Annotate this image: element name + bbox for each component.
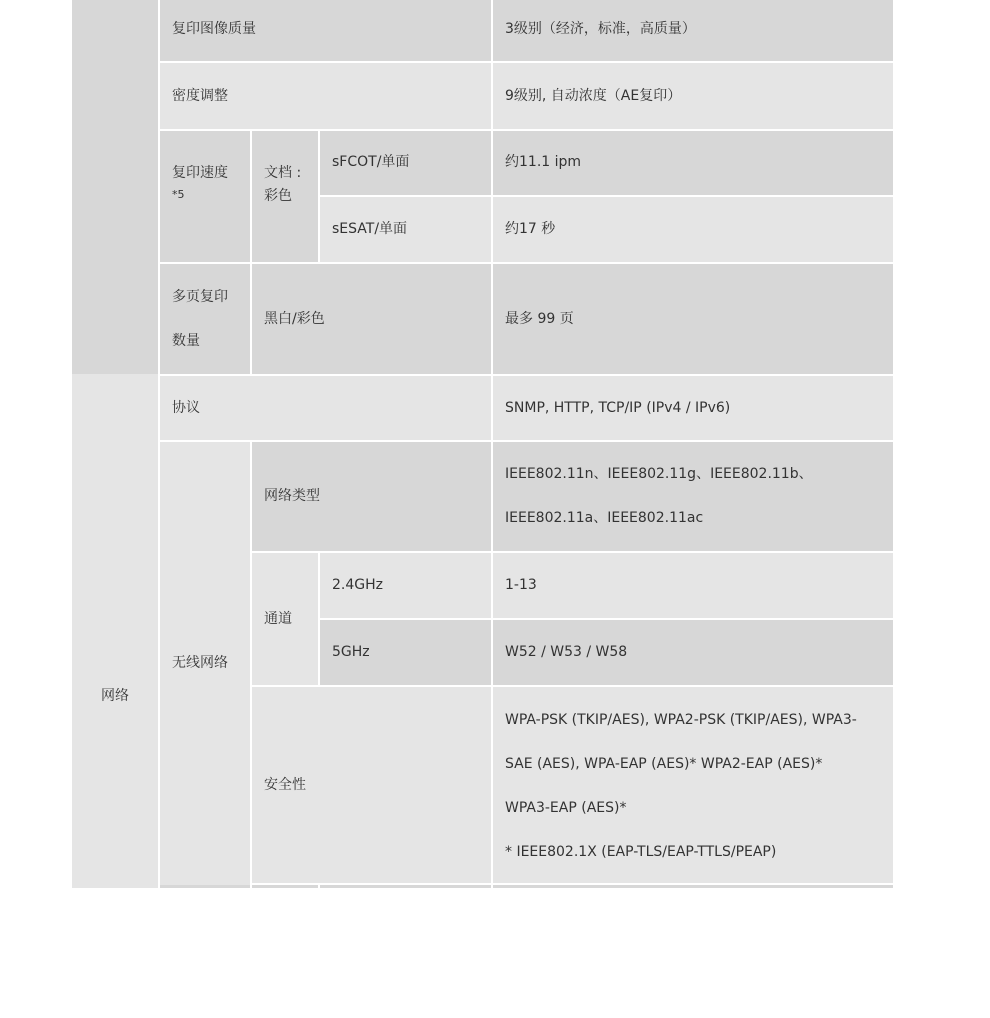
copy-speed-label: 复印速度 — [172, 165, 228, 181]
network-type-value-cell: IEEE802.11n、IEEE802.11g、IEEE802.11b、 IEEE802.11a、IEEE802.11ac — [493, 442, 893, 551]
category-cell-network — [72, 374, 158, 888]
sfcot-value-cell: 约11.1 ipm — [493, 131, 893, 195]
footnote-marker: *5 — [172, 188, 185, 201]
copy-quality-label-cell: 复印图像质量 — [160, 0, 491, 61]
wireless-label-cell: 无线网络 — [160, 442, 250, 888]
copy-speed-label-cell — [160, 131, 250, 262]
sesat-value-cell: 约17 秒 — [493, 197, 893, 262]
protocol-label-cell: 协议 — [160, 376, 491, 440]
channel-label-cell: 通道 — [252, 553, 318, 685]
multi-copy-value-cell: 最多 99 页 — [493, 264, 893, 374]
band-24-label-cell: 2.4GHz — [320, 553, 491, 618]
density-value-cell: 9级别, 自动浓度（AE复印） — [493, 63, 893, 129]
density-label-cell: 密度调整 — [160, 63, 491, 129]
sfcot-label-cell: sFCOT/单面 — [320, 131, 491, 195]
protocol-value-cell: SNMP, HTTP, TCP/IP (IPv4 / IPv6) — [493, 376, 893, 440]
category-cell-copy — [72, 0, 158, 374]
band-5-label-cell: 5GHz — [320, 620, 491, 685]
copy-speed-doc-cell: 文档 : 彩色 — [252, 131, 318, 262]
multi-copy-mode-cell: 黑白/彩色 — [252, 264, 491, 374]
sesat-label-cell: sESAT/单面 — [320, 197, 491, 262]
security-value-cell: WPA-PSK (TKIP/AES), WPA2-PSK (TKIP/AES), WPA3- SAE (AES), WPA-EAP (AES)* WPA2-EAP (AES)* WPA3-EAP (AES)* * IEEE802.1X (EAP-TLS/EAP-TTLS/PEAP) — [493, 687, 893, 883]
band-24-value-cell: 1-13 — [493, 553, 893, 618]
band-5-value-cell: W52 / W53 / W58 — [493, 620, 893, 685]
copy-quality-value-cell: 3级别（经济，标准，高质量） — [493, 0, 893, 61]
multi-copy-label-cell: 多页复印 数量 — [160, 264, 250, 374]
network-category-label: 网络 — [101, 688, 129, 704]
network-type-label-cell: 网络类型 — [252, 442, 491, 551]
security-label-cell: 安全性 — [252, 687, 491, 883]
